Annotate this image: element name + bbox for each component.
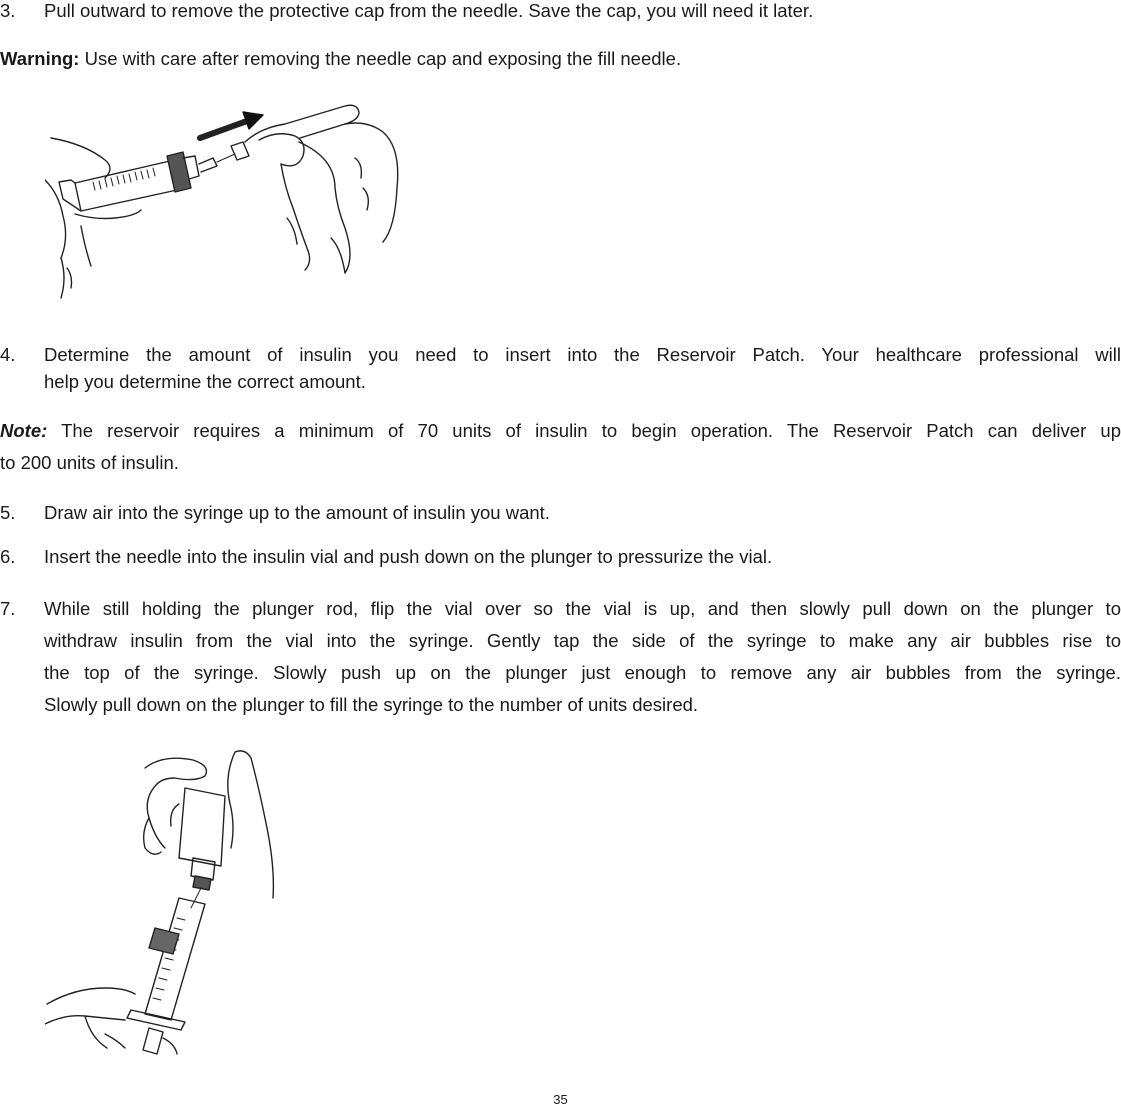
step-text: Pull outward to remove the protective cap from the needle. Save the cap, you will need it later. <box>44 0 814 21</box>
remove-cap-illustration <box>45 98 405 304</box>
page-number: 35 <box>553 1092 568 1107</box>
note-label: Note: <box>0 420 48 441</box>
step-text-line3: the top of the syringe. Slowly push up on the plunger just enough to remove any air bubbles from the syringe. <box>44 662 1121 683</box>
step-text: Insert the needle into the insulin vial and push down on the plunger to pressurize the vial. <box>44 546 773 567</box>
step-number: 4. <box>0 344 16 365</box>
warning-text: Use with care after removing the needle cap and exposing the fill needle. <box>79 48 682 69</box>
step-text: Draw air into the syringe up to the amount of insulin you want. <box>44 502 550 523</box>
warning-label: Warning: <box>0 48 80 69</box>
step-text-line2: help you determine the correct amount. <box>44 371 366 392</box>
note-text-line1: The reservoir requires a minimum of 70 units of insulin to begin operation. The Reservoir Patch can deliver up <box>47 420 1121 441</box>
step-text-line1: While still holding the plunger rod, flip the vial over so the vial is up, and then slowly pull down on the plunger to <box>44 598 1121 619</box>
step-number: 6. <box>0 546 16 567</box>
step-number: 7. <box>0 598 16 619</box>
withdraw-insulin-illustration <box>45 748 285 1058</box>
step-text-line4: Slowly pull down on the plunger to fill the syringe to the number of units desired. <box>44 694 699 715</box>
step-number: 3. <box>0 0 16 21</box>
note-text-line2: to 200 units of insulin. <box>0 452 179 473</box>
note-line2 <box>0 449 179 477</box>
step-number: 5. <box>0 502 16 523</box>
step-text-line2: withdraw insulin from the vial into the syringe. Gently tap the side of the syringe to make any air bubbles rise to <box>44 630 1121 651</box>
warning-line <box>0 45 681 73</box>
step-text-line1: Determine the amount of insulin you need to insert into the Reservoir Patch. Your healthcare professional will <box>44 344 1121 365</box>
